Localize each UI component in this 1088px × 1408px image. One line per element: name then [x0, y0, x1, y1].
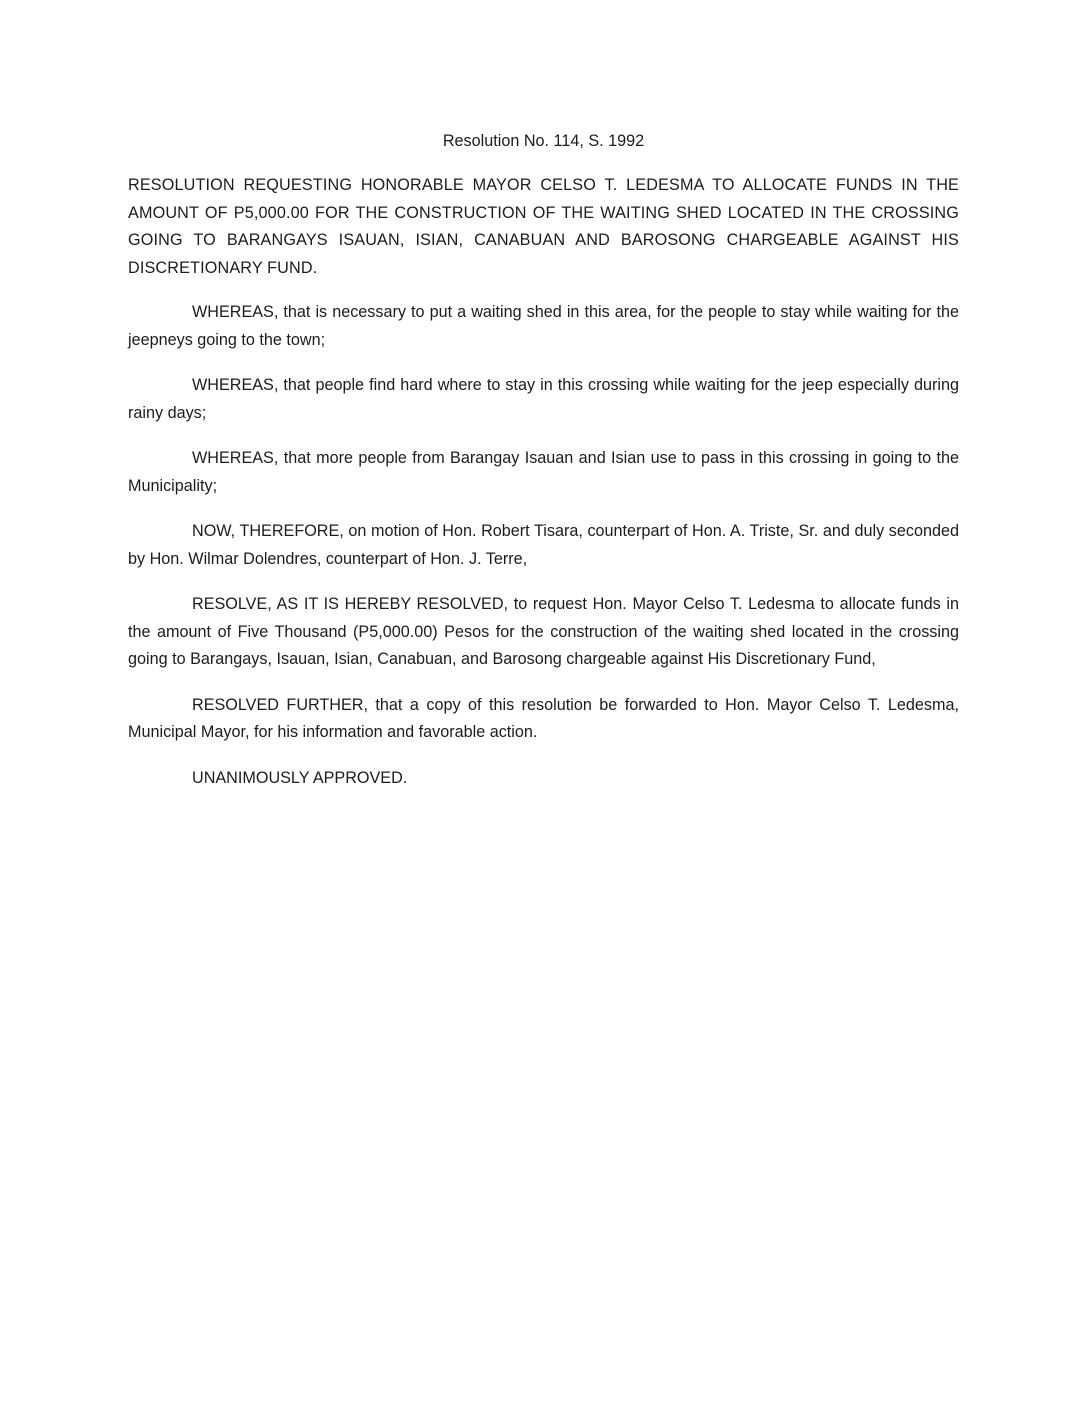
document-body: [128, 128, 959, 792]
whereas-paragraph-2: WHEREAS, that people find hard where to stay in this crossing while waiting for the jeep especially during rainy days;: [128, 376, 959, 422]
whereas-paragraph-3: WHEREAS, that more people from Barangay Isauan and Isian use to pass in this crossing in going to the Municipality;: [128, 449, 959, 495]
resolve-paragraph: RESOLVE, AS IT IS HEREBY RESOLVED, to request Hon. Mayor Celso T. Ledesma to allocate funds in the amount of Five Thousand (P5,000.00) Pesos for the construction of the waiting shed located in the crossing going to Barangays, Isauan, Isian, Canabuan, and Barosong chargeable against His Discretionary Fund,: [128, 595, 959, 668]
whereas-paragraph-1: WHEREAS, that is necessary to put a waiting shed in this area, for the people to stay while waiting for the jeepneys going to the town;: [128, 303, 959, 349]
approval-statement: UNANIMOUSLY APPROVED.: [192, 768, 408, 787]
resolution-title: Resolution No. 114, S. 1992: [442, 132, 645, 150]
resolution-heading: RESOLUTION REQUESTING HONORABLE MAYOR CELSO T. LEDESMA TO ALLOCATE FUNDS IN THE AMOUNT OF P5,000.00 FOR THE CONSTRUCTION OF THE WAITING SHED LOCATED IN THE CROSSING GOING TO BARANGAYS ISAUAN, ISIAN, CANABUAN AND BAROSONG CHARGEABLE AGAINST HIS DISCRETIONARY FUND.: [128, 176, 959, 277]
motion-paragraph: NOW, THEREFORE, on motion of Hon. Robert Tisara, counterpart of Hon. A. Triste, Sr. and duly seconded by Hon. Wilmar Dolendres, counterpart of Hon. J. Terre,: [128, 522, 959, 568]
resolved-further-paragraph: RESOLVED FURTHER, that a copy of this resolution be forwarded to Hon. Mayor Celso T. Ledesma, Municipal Mayor, for his information and favorable action.: [128, 695, 959, 741]
